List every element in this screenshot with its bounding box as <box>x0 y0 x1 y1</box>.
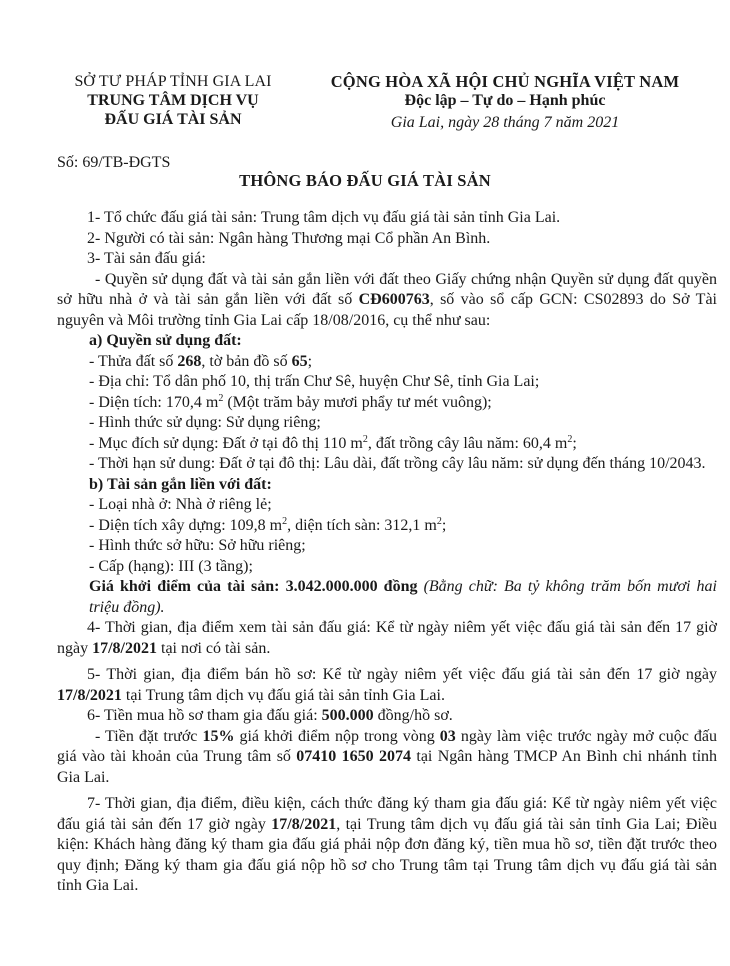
agency-parent: SỞ TƯ PHÁP TỈNH GIA LAI <box>74 73 272 90</box>
land-purpose-a: - Mục đích sử dụng: Đất ở tại đô thị 110 m <box>89 434 363 452</box>
deposit-account: 07410 1650 2074 <box>296 748 412 765</box>
deposit <box>57 727 717 789</box>
document-title: THÔNG BÁO ĐẤU GIÁ TÀI SẢN <box>239 171 491 190</box>
item-6-fee: 500.000 <box>321 707 374 724</box>
item-7-b: , tại Trung tâm dịch vụ đấu giá tài sản tỉnh Gia Lai; Điều kiện: Khách hàng đăng ký tham gia đấu giá phải nộp đơn đăng ký, tiền mua hồ sơ, tiền đặt trước theo quy định; Đăng ký tham gia đấu giá nộp hồ sơ cho Trung tâm tại Trung tâm dịch vụ đấu giá tài sản tỉnh Gia Lai. <box>57 815 718 894</box>
parcel-label: - Thửa đất số <box>89 352 178 370</box>
item-3-text-b: , số vào sổ cấp GCN: CS02893 do Sở Tài nguyên và Môi trường tỉnh Gia Lai cấp 18/08/2016, cụ thể như sau: <box>57 291 717 329</box>
land-area <box>57 393 717 414</box>
land-area-b: (Một trăm bảy mươi phẩy tư mét vuông); <box>223 393 492 411</box>
document-number: Số: 69/TB-ĐGTS <box>57 154 171 171</box>
land-purpose-c: ; <box>572 434 577 452</box>
map-number: 65 <box>291 352 308 370</box>
national-title: CỘNG HÒA XÃ HỘI CHỦ NGHĨA VIỆT NAM <box>330 72 680 91</box>
national-header <box>295 72 715 134</box>
starting-price-label: Giá khởi điểm của tài sản: 3.042.000.000 đồng <box>89 578 418 595</box>
issue-date: Gia Lai, ngày 28 tháng 7 năm 2021 <box>390 114 620 131</box>
deposit-c: ngày làm việc trước ngày mở cuộc đấu giá vào tài khoản của Trung tâm số <box>57 727 718 765</box>
item-4 <box>57 618 717 659</box>
land-parcel <box>57 352 717 373</box>
starting-price-words: (Bằng chữ: Ba tỷ không trăm bốn mươi hai triệu đồng). <box>89 578 717 616</box>
item-5 <box>57 665 717 706</box>
building-heading: b) Tài sản gắn liền với đất: <box>89 475 272 493</box>
item-6-a: 6- Tiền mua hồ sơ tham gia đấu giá: <box>87 707 322 724</box>
land-heading: a) Quyền sử dụng đất: <box>89 332 242 349</box>
item-7-a: 7- Thời gian, địa điểm, điều kiện, cách thức đăng ký tham gia đấu giá: Kể từ ngày niêm yết việc đấu giá tài sản đến 17 giờ ngày <box>57 795 717 833</box>
land-area-a: - Diện tích: 170,4 m <box>89 393 219 411</box>
building-area-sup2: 2 <box>436 515 442 527</box>
building-area-a: - Diện tích xây dựng: 109,8 m <box>89 516 283 534</box>
building-grade: - Cấp (hạng): III (3 tầng); <box>89 557 253 575</box>
building-ownership: - Hình thức sở hữu: Sở hữu riêng; <box>89 537 306 554</box>
document-body <box>57 208 717 897</box>
starting-price <box>57 577 717 618</box>
item-3-text-a: - Quyền sử dụng đất và tài sản gắn liền với đất theo Giấy chứng nhận Quyền sử dụng đất quyền sở hữu nhà ở và tài sản gắn liền với đất số <box>57 270 717 308</box>
parcel-number: 268 <box>177 352 202 370</box>
item-1: 1- Tổ chức đấu giá tài sản: Trung tâm dịch vụ đấu giá tài sản tỉnh Gia Lai. <box>87 209 561 226</box>
building-area-c: ; <box>441 516 447 534</box>
map-label: , tờ bản đồ số <box>201 352 292 370</box>
item-5-date: 17/8/2021 <box>57 686 122 704</box>
agency-name-line2: ĐẤU GIÁ TÀI SẢN <box>104 111 242 128</box>
national-motto: Độc lập – Tự do – Hạnh phúc <box>404 92 606 109</box>
land-purpose-sup2: 2 <box>567 433 573 445</box>
building-area-sup1: 2 <box>282 515 288 527</box>
building-area-b: , diện tích sàn: 312,1 m <box>287 516 437 534</box>
deposit-d: tại Ngân hàng TMCP An Bình chi nhánh tỉnh Gia Lai. <box>57 748 718 786</box>
item-4-a: 4- Thời gian, địa điểm xem tài sản đấu giá: Kể từ ngày niêm yết việc đấu giá tài sản đến 17 giờ ngày <box>57 619 717 657</box>
item-6 <box>57 706 717 727</box>
land-area-sup: 2 <box>218 392 224 404</box>
item-7 <box>57 794 717 897</box>
deposit-days: 03 <box>439 727 456 745</box>
land-address: - Địa chỉ: Tổ dân phố 10, thị trấn Chư Sê, huyện Chư Sê, tỉnh Gia Lai; <box>89 373 540 390</box>
item-4-date: 17/8/2021 <box>92 639 157 657</box>
land-usage-form: - Hình thức sử dụng: Sử dụng riêng; <box>89 414 321 431</box>
item-2: 2- Người có tài sản: Ngân hàng Thương mại Cổ phần An Bình. <box>87 229 491 247</box>
item-6-b: đồng/hồ sơ. <box>373 707 453 724</box>
item-3-heading: 3- Tài sản đấu giá: <box>87 250 206 267</box>
item-3-description <box>57 270 717 332</box>
land-purpose-sup1: 2 <box>362 433 368 445</box>
land-purpose-b: , đất trồng cây lâu năm: 60,4 m <box>367 434 568 452</box>
land-purpose <box>57 434 717 455</box>
document-header <box>40 72 710 142</box>
building-area <box>57 516 717 537</box>
parcel-end: ; <box>307 352 313 370</box>
item-5-b: tại Trung tâm dịch vụ đấu giá tài sản tỉnh Gia Lai. <box>121 686 445 704</box>
building-type: - Loại nhà ở: Nhà ở riêng lẻ; <box>89 496 272 513</box>
item-7-date: 17/8/2021 <box>271 815 337 833</box>
deposit-percent: 15% <box>202 727 235 745</box>
issuing-agency <box>58 72 288 129</box>
agency-name-line1: TRUNG TÂM DỊCH VỤ <box>87 92 259 109</box>
item-5-a: 5- Thời gian, địa điểm bán hồ sơ: Kể từ ngày niêm yết việc đấu giá tài sản đến 17 giờ ngày <box>87 666 717 683</box>
item-4-b: tại nơi có tài sản. <box>157 639 271 657</box>
land-term: - Thời hạn sử dung: Đất ở tại đô thị: Lâu dài, đất trồng cây lâu năm: sử dụng đến tháng 10/2043. <box>89 455 706 472</box>
certificate-number: CĐ600763 <box>358 291 430 308</box>
deposit-a: - Tiền đặt trước <box>95 727 203 745</box>
deposit-b: giá khởi điểm nộp trong vòng <box>234 727 440 745</box>
